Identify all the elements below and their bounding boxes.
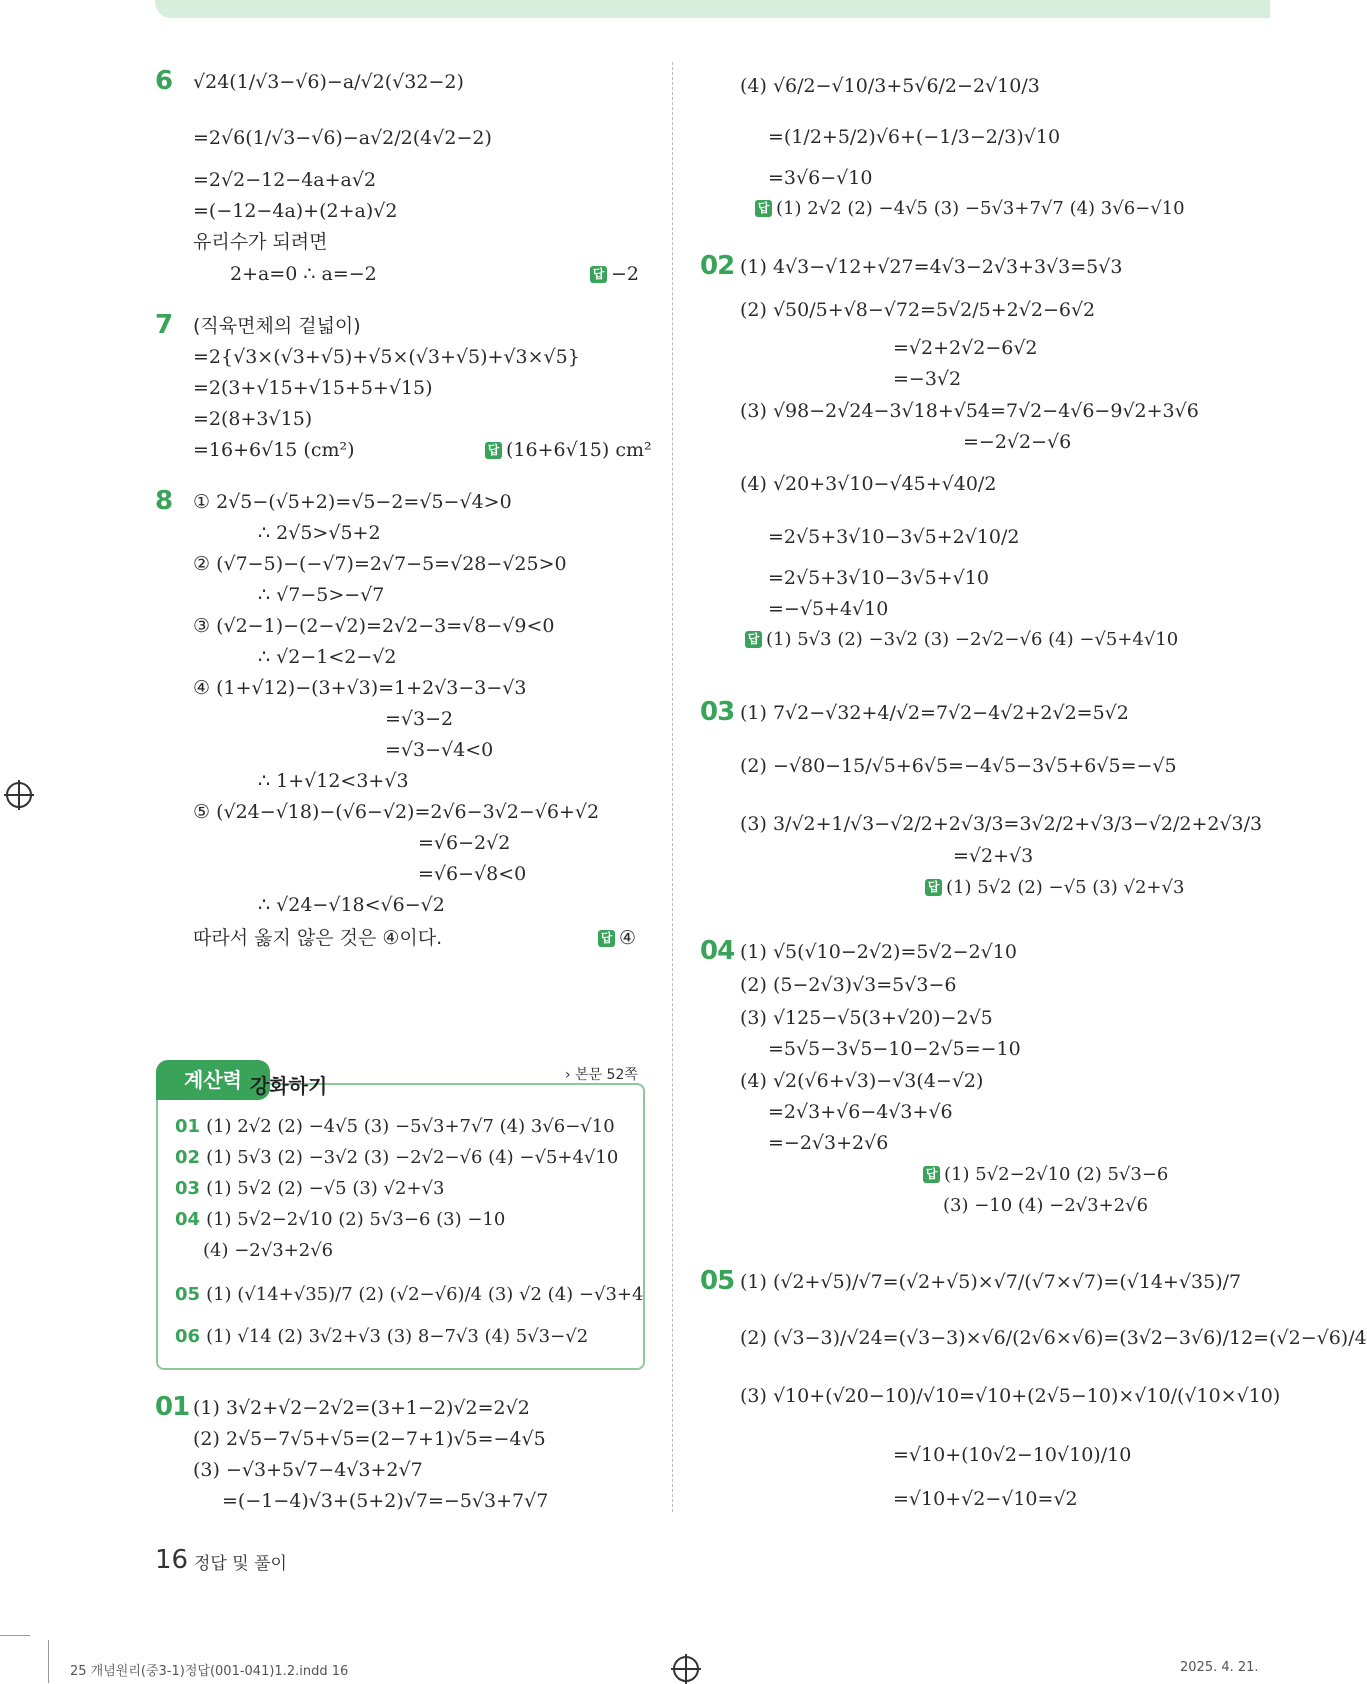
solution-line: =2√2−12−4a+a√2 bbox=[193, 169, 377, 191]
solution-line: =(−12−4a)+(2+a)√2 bbox=[193, 200, 398, 222]
answer-text: (16+6√15) cm² bbox=[506, 439, 652, 461]
print-date: 2025. 4. 21. bbox=[1180, 1660, 1259, 1675]
answer bbox=[755, 197, 1185, 221]
crop-mark bbox=[48, 1640, 49, 1683]
solution-line: =√10+(10√2−10√10)/10 bbox=[893, 1444, 1132, 1466]
problem-number: 8 bbox=[155, 486, 173, 516]
solution-line: =√10+√2−√10=√2 bbox=[893, 1488, 1078, 1510]
solution-line: =√2+√3 bbox=[953, 845, 1034, 867]
solution-line: (3) √10+(√20−10)/√10=√10+(2√5−10)×√10/(√10×√10) bbox=[740, 1385, 1281, 1407]
answer-text: (1) 2√2 (2) −4√5 (3) −5√3+7√7 (4) 3√6−√10 bbox=[776, 198, 1185, 219]
solution-line: ∴ √2−1<2−√2 bbox=[258, 646, 397, 668]
answer-continued: (3) −10 (4) −2√3+2√6 bbox=[943, 1195, 1149, 1216]
box-row-text: (1) 2√2 (2) −4√5 (3) −5√3+7√7 (4) 3√6−√10 bbox=[206, 1116, 615, 1137]
solution-line: (2) −√80−15/√5+6√5=−4√5−3√5+6√5=−√5 bbox=[740, 755, 1177, 777]
solution-line: (1) √5(√10−2√2)=5√2−2√10 bbox=[740, 941, 1017, 963]
solution-line: ④ (1+√12)−(3+√3)=1+2√3−3−√3 bbox=[193, 677, 527, 699]
column-divider bbox=[672, 62, 673, 1512]
answer bbox=[598, 926, 636, 950]
box-row-number: 06 bbox=[175, 1326, 201, 1347]
answer-icon: 답 bbox=[598, 930, 615, 947]
answer bbox=[590, 262, 639, 286]
answer bbox=[925, 876, 1184, 900]
answer-text: (1) 5√2−2√10 (2) 5√3−6 bbox=[944, 1164, 1169, 1185]
problem-number: 03 bbox=[700, 697, 735, 727]
solution-line: (직육면체의 겉넓이) bbox=[193, 315, 361, 337]
solution-line: =√2+2√2−6√2 bbox=[893, 337, 1038, 359]
box-row-text: (1) 5√2 (2) −√5 (3) √2+√3 bbox=[206, 1178, 445, 1199]
solution-line: =−3√2 bbox=[893, 368, 962, 390]
solution-line: (3) √125−√5(3+√20)−2√5 bbox=[740, 1007, 993, 1029]
answer-icon: 답 bbox=[590, 266, 607, 283]
solution-line: =√3−2 bbox=[385, 708, 454, 730]
box-row-number: 02 bbox=[175, 1147, 201, 1168]
page-footer-label: 정답 및 풀이 bbox=[194, 1554, 287, 1574]
solution-line: 따라서 옳지 않은 것은 ④이다. bbox=[193, 927, 443, 949]
solution-line: 2+a=0 ∴ a=−2 bbox=[230, 263, 377, 285]
solution-line: =2{√3×(√3+√5)+√5×(√3+√5)+√3×√5} bbox=[193, 346, 580, 368]
answer-text: (1) 5√2 (2) −√5 (3) √2+√3 bbox=[946, 877, 1185, 898]
crop-mark bbox=[0, 1635, 30, 1636]
box-row-text: (1) √14 (2) 3√2+√3 (3) 8−7√3 (4) 5√3−√2 bbox=[206, 1326, 589, 1347]
box-row-number: 05 bbox=[175, 1284, 201, 1305]
answer-text: ④ bbox=[619, 927, 637, 949]
solution-line: (1) 3√2+√2−2√2=(3+1−2)√2=2√2 bbox=[193, 1397, 530, 1419]
box-row-text: (1) (√14+√35)/7 (2) (√2−√6)/4 (3) √2 (4) −√3+4 bbox=[206, 1284, 644, 1305]
solution-line: √24(1/√3−√6)−a/√2(√32−2) bbox=[193, 71, 464, 93]
solution-line: ∴ 2√5>√5+2 bbox=[258, 522, 381, 544]
solution-line: =√3−√4<0 bbox=[385, 739, 494, 761]
solution-line: (1) (√2+√5)/√7=(√2+√5)×√7/(√7×√7)=(√14+√35)/7 bbox=[740, 1271, 1242, 1293]
answer-icon: 답 bbox=[745, 631, 762, 648]
solution-line: ∴ √24−√18<√6−√2 bbox=[258, 894, 445, 916]
solution-line: ③ (√2−1)−(2−√2)=2√2−3=√8−√9<0 bbox=[193, 615, 555, 637]
solution-line: (3) −√3+5√7−4√3+2√7 bbox=[193, 1459, 423, 1481]
box-row bbox=[175, 1208, 505, 1232]
solution-line: ① 2√5−(√5+2)=√5−2=√5−√4>0 bbox=[193, 491, 512, 513]
problem-number: 7 bbox=[155, 310, 173, 340]
answer-icon: 답 bbox=[923, 1166, 940, 1183]
box-row bbox=[175, 1283, 643, 1307]
solution-line: =2√5+3√10−3√5+√10 bbox=[768, 567, 989, 589]
problem-number: 02 bbox=[700, 251, 735, 281]
solution-line: (2) 2√5−7√5+√5=(2−7+1)√5=−4√5 bbox=[193, 1428, 546, 1450]
box-row-text: (1) 5√2−2√10 (2) 5√3−6 (3) −10 bbox=[206, 1209, 506, 1230]
answer-icon: 답 bbox=[755, 200, 772, 217]
top-banner bbox=[155, 0, 1270, 18]
box-row-number: 01 bbox=[175, 1116, 201, 1137]
page-reference: › 본문 52쪽 bbox=[565, 1067, 638, 1083]
box-row-number: 04 bbox=[175, 1209, 201, 1230]
solution-line: =√6−2√2 bbox=[418, 832, 511, 854]
problem-number: 05 bbox=[700, 1266, 735, 1296]
solution-line: =−2√3+2√6 bbox=[768, 1132, 889, 1154]
solution-line: =2√6(1/√3−√6)−a√2/2(4√2−2) bbox=[193, 127, 492, 149]
box-row-text: (1) 5√3 (2) −3√2 (3) −2√2−√6 (4) −√5+4√10 bbox=[206, 1147, 619, 1168]
box-row bbox=[175, 1325, 588, 1349]
practice-box-subtitle: 강화하기 bbox=[250, 1074, 328, 1098]
problem-number: 01 bbox=[155, 1392, 190, 1422]
solution-line: =2(8+3√15) bbox=[193, 408, 313, 430]
solution-line: =(−1−4)√3+(5+2)√7=−5√3+7√7 bbox=[222, 1490, 549, 1512]
problem-number: 6 bbox=[155, 66, 173, 96]
solution-line: =√6−√8<0 bbox=[418, 863, 527, 885]
solution-line: =2(3+√15+√15+5+√15) bbox=[193, 377, 433, 399]
page-number: 16 bbox=[155, 1545, 189, 1575]
solution-line: =(1/2+5/2)√6+(−1/3−2/3)√10 bbox=[768, 126, 1061, 148]
print-slug: 25 개념원리(중3-1)정답(001-041)1.2.indd 16 bbox=[70, 1664, 349, 1679]
solution-line: ∴ √7−5>−√7 bbox=[258, 584, 385, 606]
solution-line: (2) (√3−3)/√24=(√3−3)×√6/(2√6×√6)=(3√2−3√6)/12=(√2−√6)/4 bbox=[740, 1327, 1367, 1349]
solution-line: (4) √2(√6+√3)−√3(4−√2) bbox=[740, 1070, 984, 1092]
solution-line: =−√5+4√10 bbox=[768, 598, 889, 620]
answer bbox=[745, 628, 1178, 652]
registration-mark-icon bbox=[6, 782, 32, 808]
answer-icon: 답 bbox=[925, 879, 942, 896]
answer bbox=[485, 438, 652, 462]
solution-line: =−2√2−√6 bbox=[963, 431, 1072, 453]
solution-line: (4) √6/2−√10/3+5√6/2−2√10/3 bbox=[740, 75, 1040, 97]
solution-line: ② (√7−5)−(−√7)=2√7−5=√28−√25>0 bbox=[193, 553, 567, 575]
box-row-text: (4) −2√3+2√6 bbox=[203, 1240, 334, 1261]
solution-line: (2) (5−2√3)√3=5√3−6 bbox=[740, 974, 957, 996]
registration-mark-icon bbox=[673, 1656, 699, 1682]
box-row bbox=[175, 1146, 618, 1170]
answer bbox=[923, 1163, 1168, 1187]
solution-line: (3) 3/√2+1/√3−√2/2+2√3/3=3√2/2+√3/3−√2/2+2√3/3 bbox=[740, 813, 1263, 835]
answer-text: −2 bbox=[611, 263, 640, 285]
box-row bbox=[203, 1239, 333, 1263]
solution-line: (4) √20+3√10−√45+√40/2 bbox=[740, 473, 997, 495]
solution-line: ⑤ (√24−√18)−(√6−√2)=2√6−3√2−√6+√2 bbox=[193, 801, 600, 823]
solution-line: 유리수가 되려면 bbox=[193, 231, 328, 253]
solution-line: =16+6√15 (cm²) bbox=[193, 439, 355, 461]
solution-line: =2√5+3√10−3√5+2√10/2 bbox=[768, 526, 1020, 548]
answer-icon: 답 bbox=[485, 442, 502, 459]
box-row bbox=[175, 1115, 615, 1139]
solution-line: (1) 7√2−√32+4/√2=7√2−4√2+2√2=5√2 bbox=[740, 702, 1129, 724]
solution-line: (3) √98−2√24−3√18+√54=7√2−4√6−9√2+3√6 bbox=[740, 400, 1199, 422]
solution-line: =3√6−√10 bbox=[768, 167, 873, 189]
solution-line: =2√3+√6−4√3+√6 bbox=[768, 1101, 953, 1123]
box-row bbox=[175, 1177, 444, 1201]
solution-line: (1) 4√3−√12+√27=4√3−2√3+3√3=5√3 bbox=[740, 256, 1123, 278]
page-reference-text: 본문 52쪽 bbox=[575, 1067, 638, 1083]
answer-text: (1) 5√3 (2) −3√2 (3) −2√2−√6 (4) −√5+4√10 bbox=[766, 629, 1179, 650]
solution-line: =5√5−3√5−10−2√5=−10 bbox=[768, 1038, 1021, 1060]
practice-box-tab: 계산력 bbox=[156, 1060, 270, 1100]
box-row-number: 03 bbox=[175, 1178, 201, 1199]
solution-line: ∴ 1+√12<3+√3 bbox=[258, 770, 409, 792]
solution-line: (2) √50/5+√8−√72=5√2/5+2√2−6√2 bbox=[740, 299, 1096, 321]
problem-number: 04 bbox=[700, 936, 735, 966]
